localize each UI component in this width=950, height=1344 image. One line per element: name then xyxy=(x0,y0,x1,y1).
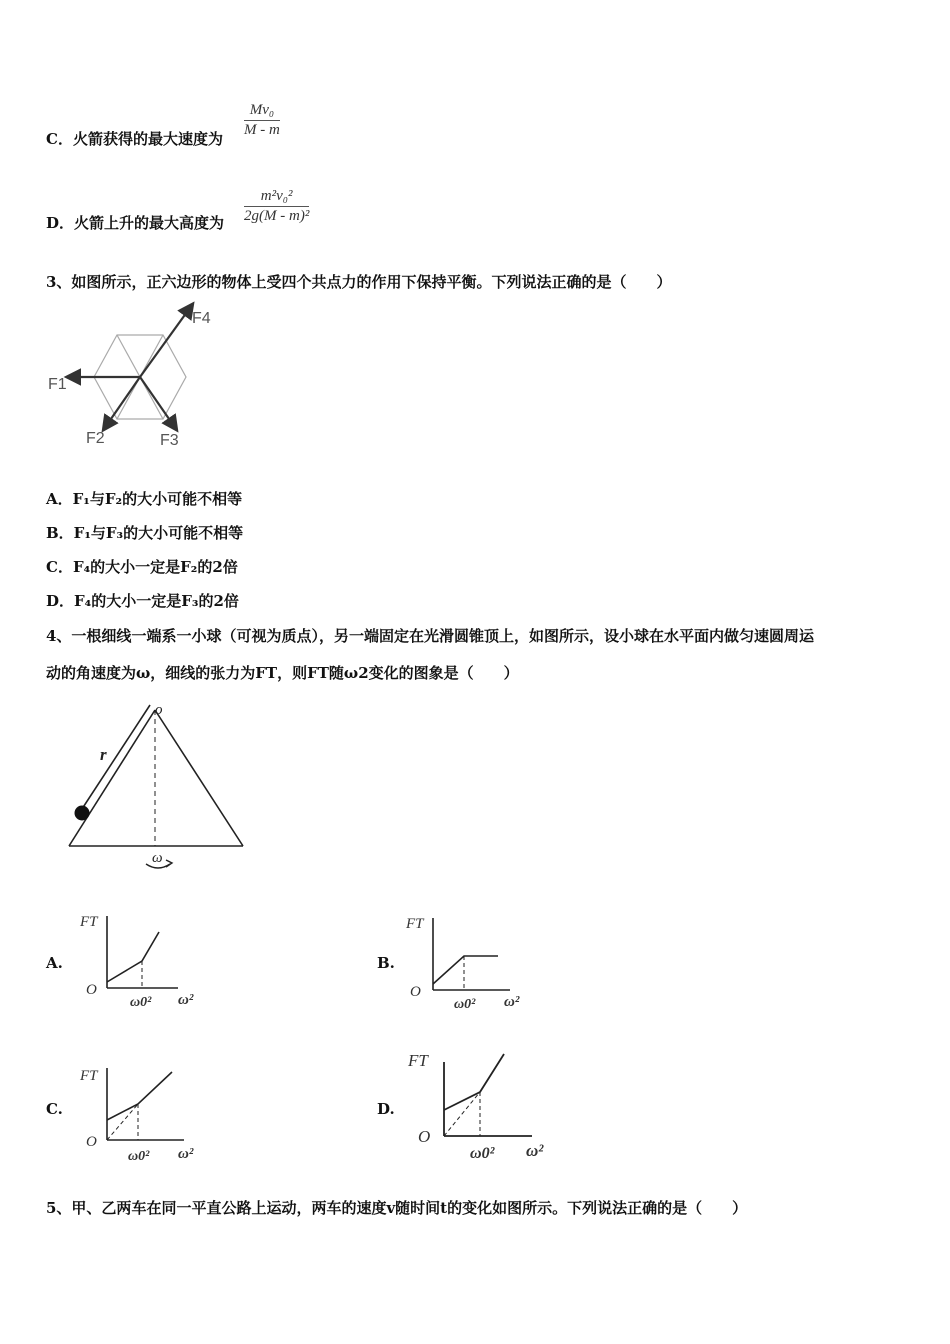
q4-cone-figure xyxy=(60,700,260,870)
graph-d-y-label: FT xyxy=(408,1051,428,1070)
q4-option-b-letter: B. xyxy=(377,954,395,972)
q2-option-d-fraction xyxy=(244,188,309,225)
graph-d-x-label: ω² xyxy=(526,1141,544,1160)
q4-option-a-letter: A. xyxy=(46,954,63,972)
string-label: r xyxy=(100,745,107,764)
graph-b-x-label: ω² xyxy=(504,994,520,1010)
graph-c-y-label: FT xyxy=(80,1068,98,1084)
q4-graph-b xyxy=(406,910,546,1010)
q2-option-c-numerator: Mv₀ xyxy=(244,102,280,121)
q3-option-b: B．F₁与F₃的大小可能不相等 xyxy=(46,524,244,542)
q2-option-c-label: C．火箭获得的最大速度为 xyxy=(46,130,223,148)
force-f4-arrow xyxy=(140,305,192,377)
string-line xyxy=(80,705,150,812)
q3-stem: 3、如图所示，正六边形的物体上受四个共点力的作用下保持平衡。下列说法正确的是（ ） xyxy=(46,273,672,291)
graph-d-origin: O xyxy=(418,1127,431,1146)
q4-stem-line1: 4、一根细线一端系一小球（可视为质点），另一端固定在光滑圆锥顶上，如图所示，设小球在水平面内做匀速圆周运 xyxy=(46,627,814,645)
q2-option-d-label: D．火箭上升的最大高度为 xyxy=(46,214,225,232)
q3-option-a: A．F₁与F₂的大小可能不相等 xyxy=(46,490,243,508)
graph-c-x-label: ω² xyxy=(178,1146,194,1162)
q4-stem-line2: 动的角速度为ω，细线的张力为FT，则FT随ω2变化的图象是（ ） xyxy=(46,664,519,682)
ball xyxy=(75,806,90,821)
q2-option-c-denominator: M - m xyxy=(244,122,280,138)
q4-option-c-letter: C. xyxy=(46,1100,63,1118)
q2-option-c xyxy=(46,128,223,149)
q4-graph-c xyxy=(80,1060,220,1170)
label-f2: F2 xyxy=(86,430,105,447)
graph-b-origin: O xyxy=(410,984,421,1000)
force-f2-arrow xyxy=(104,377,140,429)
q5-stem: 5、甲、乙两车在同一平直公路上运动，两车的速度v随时间t的变化如图所示。下列说法正确的是（ ） xyxy=(46,1199,748,1217)
force-f3-arrow xyxy=(140,377,176,429)
label-f3: F3 xyxy=(160,432,179,449)
graph-a-y-label: FT xyxy=(80,914,98,930)
omega-label: ω xyxy=(152,850,163,866)
q2-option-d-denominator: 2g(M - m)² xyxy=(244,208,310,224)
graph-a-x-mark: ω0² xyxy=(130,995,152,1010)
q2-option-d xyxy=(46,212,224,233)
q4-option-d-letter: D. xyxy=(377,1100,395,1118)
q2-option-d-numerator: m²v₀² xyxy=(244,188,309,207)
graph-d-x-mark: ω0² xyxy=(470,1145,495,1162)
graph-a-x-label: ω² xyxy=(178,992,194,1008)
apex-label: o xyxy=(155,702,163,718)
graph-a-origin: O xyxy=(86,982,97,998)
label-f4: F4 xyxy=(192,310,211,327)
graph-b-x-mark: ω0² xyxy=(454,997,476,1012)
q2-option-c-fraction xyxy=(244,102,280,139)
label-f1: F1 xyxy=(48,376,67,393)
q4-graph-d xyxy=(408,1048,568,1168)
q3-option-d: D．F₄的大小一定是F₃的2倍 xyxy=(46,592,239,610)
q3-hexagon-figure xyxy=(44,305,244,455)
q4-graph-a xyxy=(80,908,210,1008)
graph-c-x-mark: ω0² xyxy=(128,1149,150,1164)
graph-c-origin: O xyxy=(86,1134,97,1150)
graph-b-y-label: FT xyxy=(406,916,424,932)
q3-option-c: C．F₄的大小一定是F₂的2倍 xyxy=(46,558,238,576)
